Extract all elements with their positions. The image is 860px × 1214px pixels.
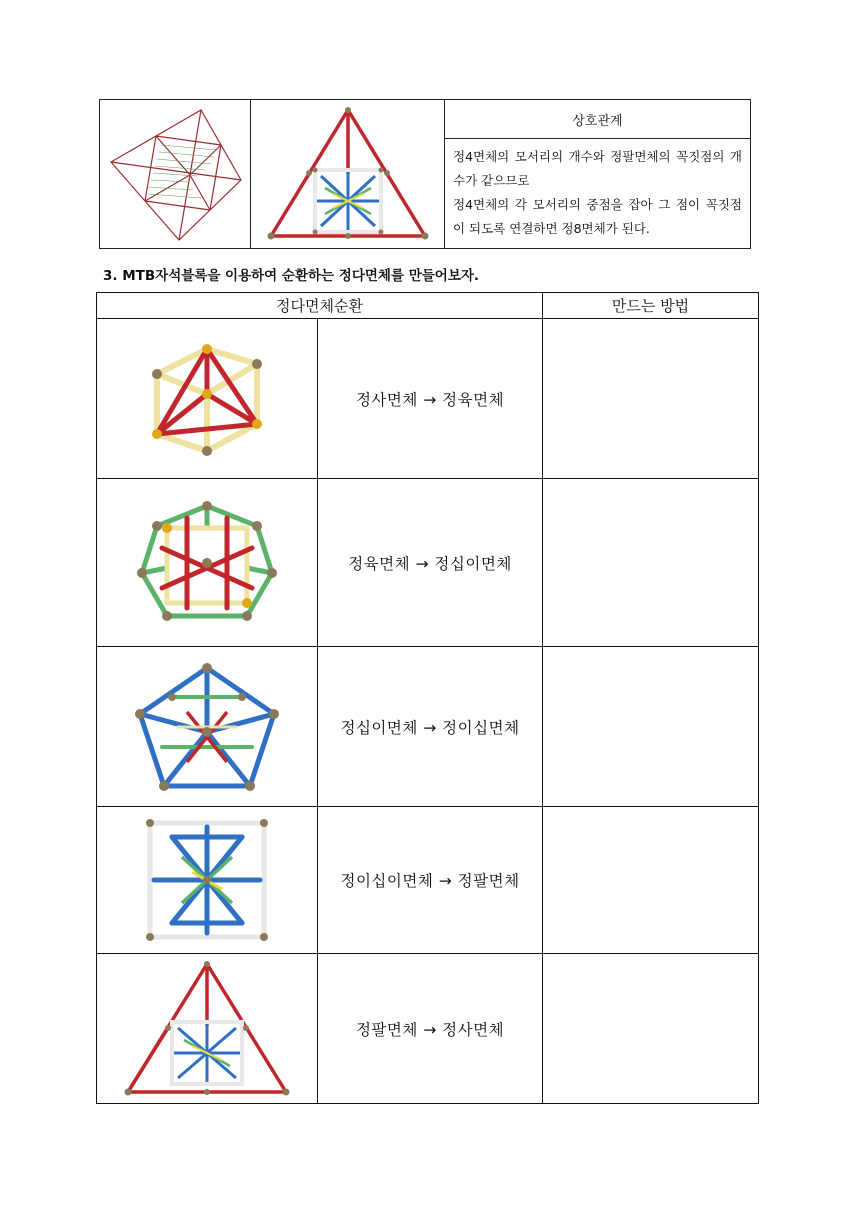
method-cell[interactable]	[543, 807, 759, 954]
model-image-cell	[97, 807, 318, 954]
table-row	[97, 479, 759, 647]
octa-in-tetrahedron-photo	[122, 960, 292, 1098]
model-image-cell	[97, 479, 318, 647]
method-cell[interactable]	[543, 954, 759, 1104]
table-row	[97, 954, 759, 1104]
model-image-cell	[97, 647, 318, 807]
tetra-octa-diagram	[101, 100, 249, 248]
octahedron-model-cell	[251, 100, 445, 249]
transition-label: 정이십이면체 → 정팔면체	[318, 807, 543, 954]
transition-label: 정육면체 → 정십이면체	[318, 479, 543, 647]
relation-line-1: 정4면체의 모서리의 개수와 정팔면체의 꼭짓점의 개수가 같으므로	[453, 149, 742, 188]
model-image-cell	[97, 319, 318, 479]
icosa-in-octahedron-photo	[142, 817, 272, 943]
transition-label: 정사면체 → 정육면체	[318, 319, 543, 479]
transition-label: 정팔면체 → 정사면체	[318, 954, 543, 1104]
relation-line-2: 정4면체의 각 모서리의 중점을 잡아 그 점이 꼭짓점이 되도록 연결하면 정8면체가 된다.	[453, 197, 742, 236]
cube-in-dodecahedron-photo	[132, 498, 282, 628]
dodeca-in-icosahedron-photo	[132, 662, 282, 792]
header-cycle: 정다면체순환	[97, 293, 543, 319]
relation-header: 상호관계	[445, 100, 751, 139]
header-method: 만드는 방법	[543, 293, 759, 319]
section-title: 3. MTB자석블록을 이용하여 순환하는 정다면체를 만들어보자.	[103, 268, 480, 284]
relation-table	[99, 99, 751, 249]
table-row	[97, 647, 759, 807]
method-cell[interactable]	[543, 479, 759, 647]
octahedron-diagram-cell	[100, 100, 251, 249]
relation-description	[445, 139, 751, 249]
method-cell[interactable]	[543, 647, 759, 807]
model-image-cell	[97, 954, 318, 1104]
method-cell[interactable]	[543, 319, 759, 479]
transition-label: 정십이면체 → 정이십면체	[318, 647, 543, 807]
table-row	[97, 807, 759, 954]
polyhedra-cycle-table	[96, 292, 759, 1104]
tetra-in-cube-photo	[137, 339, 277, 459]
table-row	[97, 319, 759, 479]
octahedron-in-tetrahedron-photo	[263, 104, 433, 244]
